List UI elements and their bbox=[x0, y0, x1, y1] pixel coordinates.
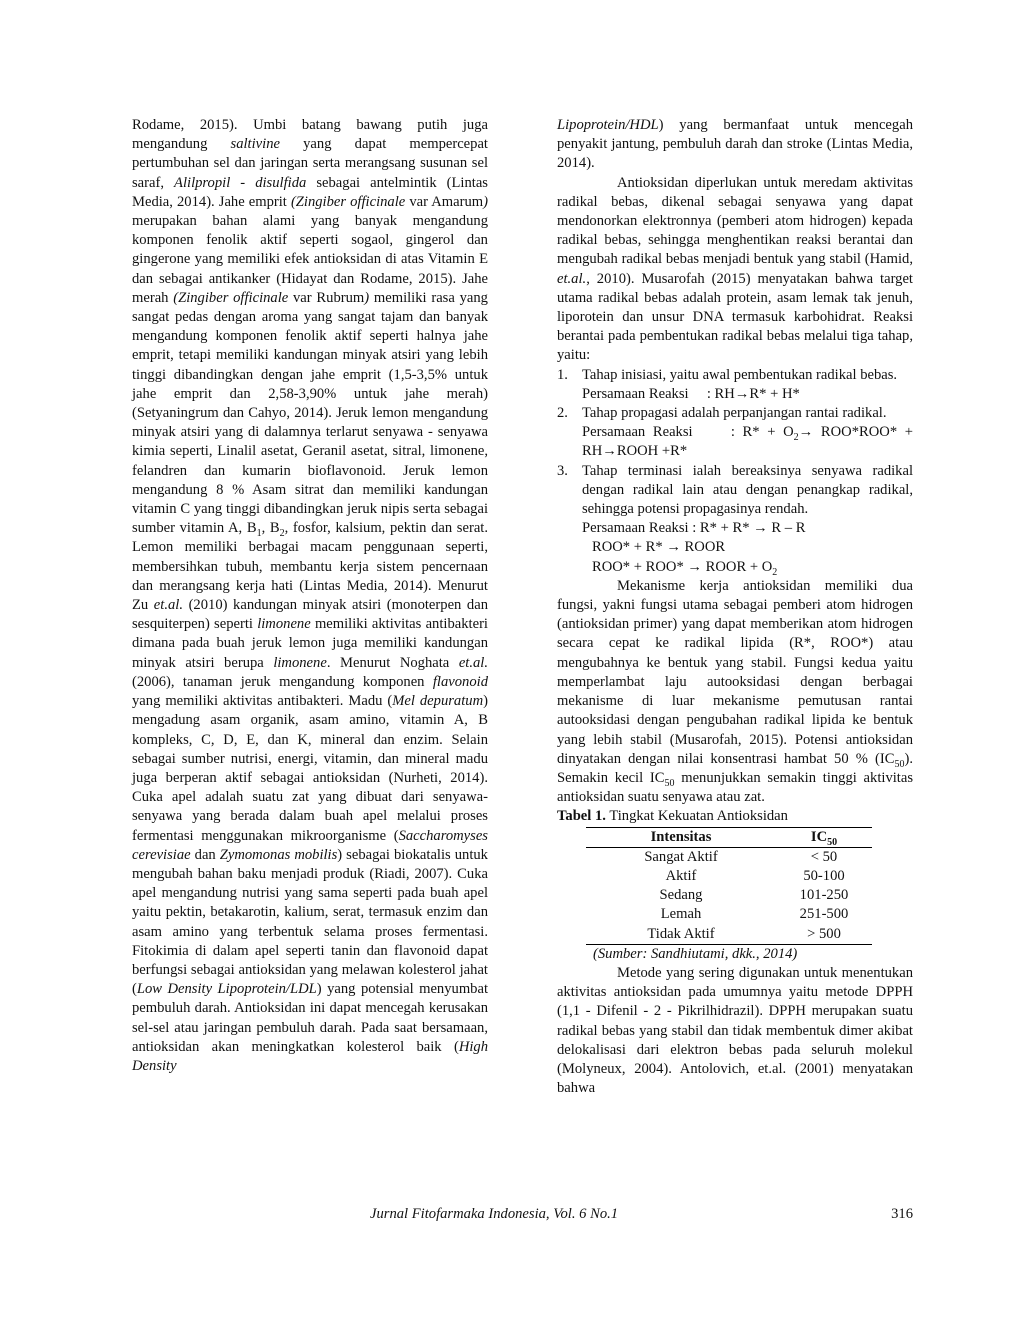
text-run: var Amarum bbox=[405, 193, 484, 210]
italic-term: et.al. bbox=[557, 270, 587, 287]
table-row bbox=[586, 905, 872, 924]
table-cell: Aktif bbox=[665, 867, 697, 884]
italic-term: ) bbox=[364, 289, 370, 306]
list-item bbox=[557, 462, 913, 577]
text-run: Rodame, 2015). Umbi batang bawang putih juga mengandung bbox=[132, 117, 488, 153]
subscript: 50 bbox=[894, 758, 905, 770]
text-run: merupakan bahan alami yang banyak mengandung komponen fenolik aktif seperti sogaol bbox=[132, 213, 488, 249]
text-run: yang memiliki aktivitas antibakteri. Madu ( bbox=[132, 693, 393, 710]
text-run: Antioksidan diperlukan untuk meredam aktivitas radikal bebas, dikenal sebagai senyawa yang dapat mendonorkan elektronnya (pemberi atom hidrogen) kepada radikal bebas, sehingga menghentikan reaksi berantai dan mengubah radikal bebas menjadi bentuk yang stabil (Hamid, bbox=[557, 174, 913, 268]
reaction-equation bbox=[582, 423, 917, 461]
antioxidant-strength-table bbox=[586, 827, 872, 945]
italic-term: High Density bbox=[132, 1038, 488, 1074]
text-run: → ROO*ROO* + RH→ROOH +R* bbox=[582, 424, 917, 460]
table-row bbox=[586, 886, 872, 905]
list-text: Tahap propagasi adalah perpanjangan rantai radikal. bbox=[582, 405, 887, 422]
subscript: 50 bbox=[827, 836, 838, 848]
reaction-equation: Persamaan Reaksi : R* + R* → R – R bbox=[582, 520, 806, 537]
text-run: ). Semakin kecil IC bbox=[557, 750, 913, 786]
list-text: Tahap terminasi ialah bereaksinya senyawa radikal dengan radikal lain atau dengan penangkap radikal, sehingga potensi propagasinya rendah. bbox=[582, 462, 913, 518]
antioxidant-paragraph bbox=[557, 174, 913, 366]
subscript: 2 bbox=[793, 432, 799, 444]
text-run: var Rubrum bbox=[288, 289, 365, 306]
table-cell: Lemah bbox=[660, 906, 702, 923]
table-caption-label: Tabel 1. bbox=[557, 808, 606, 825]
table-caption-text: Tingkat Kekuatan Antioksidan bbox=[605, 808, 788, 825]
italic-term: (Zingiber officinale bbox=[290, 193, 406, 210]
text-run: , 2010). Musarofah (2015) menyatakan bahwa target utama radikal bebas adalah protein, asam lemak tak jenuh, liporotein dan unsur DNA termasuk karbohidrat. Reaksi berantai pada pembentukan radikal bebas melalui tiga tahap, yaitu: bbox=[557, 270, 913, 364]
table-cell: 101-250 bbox=[799, 887, 849, 904]
journal-citation: Jurnal Fitofarmaka Indonesia, Vol. 6 No.1 bbox=[370, 1206, 619, 1222]
italic-term: Mel depuratum bbox=[392, 693, 484, 710]
italic-term: , bbox=[389, 232, 393, 249]
text-run: Mekanisme kerja antioksidan memiliki dua fungsi, yakni fungsi utama sebagai pemberi atom hidrogen (antioksidan primer) yang dapat memberikan atom hidrogen secara cepat ke radikal lipida (R*, ROO*) atau mengubahnya ke bentuk yang stabil. Fungsi kedua yaitu memperlambat laju autooksidasi dengan berbagai mekanisme di luar mekanisme pemutusan rantai autooksidasi dengan pengubahan radikal lipida ke bentuk yang lebih stabil (Musarofah, 2015). Potensi antioksidan dinyatakan dengan nilai konsentrasi hambat 50 % (IC bbox=[557, 577, 913, 767]
list-number: 3. bbox=[557, 462, 568, 479]
table-row bbox=[586, 925, 872, 945]
italic-term: et.al. bbox=[458, 654, 488, 671]
italic-term: Saccharomyses cerevisiae bbox=[132, 827, 488, 863]
list-item bbox=[557, 366, 913, 404]
italic-term: Lipoprotein/HDL bbox=[557, 117, 659, 133]
list-number: 2. bbox=[557, 405, 568, 422]
table-cell: Sedang bbox=[659, 887, 703, 904]
table-cell: Sangat Aktif bbox=[644, 848, 718, 865]
italic-term: Low Density Lipoprotein/LDL bbox=[136, 981, 317, 998]
list-text: Tahap inisiasi, yaitu awal pembentukan radikal bebas. bbox=[582, 366, 898, 383]
right-paragraph-continued bbox=[557, 116, 913, 174]
text-run: memiliki rasa yang sangat pedas dengan aroma yang sangat tajam dan banyak mengandung komponen fenolik aktif seperti halnya jahe emprit, tetapi memiliki kandungan minyak atsiri yang lebih tinggi dibandingkan dengan jahe emprit (1,5-3,5% untuk jahe emprit dan 2,58-3,90% untuk jahe merah) (Setyaningrum dan Cahyo, 2014). Jeruk lemon mengandung minyak atsiri yang di dalamnya terlarut senyawa - senyawa kimia seperti, Linalil asetat, Geranil asetat, sitral, limonene, felandren dan kumarin bioflavonoid. Jeruk lemon mengandung 8 % Asam sitrat dan memiliki kandungan vitamin C yang tinggi dibandingkan jeruk nipis serta sebagai sumber vitamin A, B bbox=[132, 289, 488, 537]
left-paragraph bbox=[132, 116, 488, 1076]
text-run: (2010) kandungan minyak atsiri (monoterpen dan sesquiterpen) seperti bbox=[132, 597, 488, 633]
reaction-equation bbox=[582, 558, 913, 577]
text-run: dan bbox=[190, 846, 220, 863]
italic-term: Alilpropil - disulfida bbox=[174, 174, 307, 191]
table-caption bbox=[557, 807, 913, 826]
column-header: Intensitas bbox=[586, 827, 776, 847]
text-run: yang dapat mempercepat pertumbuhan sel dan jaringan serta merangsang susunan sel saraf, bbox=[132, 136, 488, 191]
text-run: memiliki aktivitas antibakteri dimana pada buah jeruk lemon juga memiliki kandungan minyak atsiri berupa bbox=[132, 616, 488, 671]
page-number: 316 bbox=[891, 1206, 913, 1222]
subscript: 50 bbox=[664, 777, 675, 789]
italic-term: limonene bbox=[257, 616, 311, 633]
text-run: . Menurut Noghata bbox=[326, 654, 459, 671]
subscript: 1 bbox=[256, 528, 262, 540]
text-run: Persamaan Reaksi : R* + O bbox=[582, 424, 794, 441]
text-run: ROO* + ROO* → ROOR + O bbox=[592, 558, 773, 575]
table-cell: > 500 bbox=[776, 925, 872, 945]
left-column bbox=[132, 116, 488, 1076]
italic-term: (Zingiber officinale bbox=[173, 289, 289, 306]
table-header-row bbox=[586, 827, 872, 847]
method-paragraph: Metode yang sering digunakan untuk menentukan aktivitas antioksidan pada umumnya yaitu metode DPPH (1,1 - Difenil - 2 - Pikrilhidrazil). DPPH merupakan suatu radikal bebas yang stabil dan tidak membentuk dimer akibat delokalisasi dari elektron bebas pada seluruh molekul (Molyneux, 2004). Antolovich, et.al. (2001) menyatakan bahwa bbox=[557, 964, 913, 1097]
text-run: ) mengadung asam organik, asam amino, vitamin A, B kompleks, C, D, E, dan K, mineral dan enzim. Selain sebagai sumber nutrisi, energi, vitamin, dan mineral madu juga berperan aktif sebagai antioksidan (Nurheti, 2014). Cuka apel adalah suatu zat yang dibuat dari senyawa-senyawa yang berada dalam buah apel melalui proses fermentasi menggunakan mikroorganisme ( bbox=[132, 693, 488, 844]
reaction-equation: Persamaan Reaksi : RH→R* + H* bbox=[582, 385, 800, 402]
reaction-stage-list bbox=[557, 366, 917, 578]
subscript: 2 bbox=[772, 566, 778, 578]
table-row bbox=[586, 867, 872, 886]
table-source: (Sumber: Sandhiutami, dkk., 2014) bbox=[593, 945, 798, 962]
text-run: gingerol dan gingerone yang memiliki efek antioksidan di atas Vitamin E dan sebagai antikanker (Hidayat dan Rodame, 2015). Jahe merah bbox=[132, 232, 488, 306]
italic-term: et.al. bbox=[153, 597, 183, 614]
text-run: (2006), tanaman jeruk mengandung komponen bbox=[132, 673, 433, 690]
italic-term: limonene bbox=[273, 654, 327, 671]
list-item bbox=[557, 404, 917, 462]
column-header bbox=[776, 827, 872, 847]
table-cell: Tidak Aktif bbox=[586, 925, 776, 945]
table-row bbox=[586, 847, 872, 867]
list-number: 1. bbox=[557, 366, 568, 383]
text-run: sebagai antelmintik (Lintas Media, 2014). Jahe emprit bbox=[132, 174, 488, 210]
reaction-equation: ROO* + R* → ROOR bbox=[592, 539, 726, 556]
table-cell: 50-100 bbox=[803, 867, 845, 884]
italic-term: saltivine bbox=[230, 136, 280, 153]
italic-term: ) bbox=[483, 193, 488, 210]
text-run: ) sebagai biokatalis untuk mengubah bahan baku menjadi produk (Riadi, 2007). Cuka apel mengandung nutrisi yang sama seperti pada buah apel yaitu pektin, betakarotin, kalium, serat, termasuk enzim dan asam amino yang terbentuk selama proses fermentasi. Fitokimia di dalam apel seperti tanin dan flavonoid dapat berfungsi sebagai antioksidan yang melawan kolesterol jahat ( bbox=[132, 846, 488, 998]
mechanism-paragraph bbox=[557, 577, 913, 807]
text-run: , fosfor, kalsium, pektin dan serat. Lemon memiliki berbagai macam penggunaan seperti, membersihkan tubuh, membantu kerja sistem pencernaan dan merangsang kerja hati (Lintas Media, 2014). Menurut Zu bbox=[132, 520, 488, 614]
page-footer bbox=[132, 1205, 913, 1225]
right-column bbox=[557, 116, 917, 1098]
italic-term: flavonoid bbox=[432, 673, 488, 690]
text-run: menunjukkan semakin tinggi aktivitas antioksidan suatu senyawa atau zat. bbox=[557, 769, 914, 806]
table-cell: 251-500 bbox=[799, 906, 849, 923]
subscript: 2 bbox=[279, 528, 285, 540]
text-run: , B bbox=[261, 520, 280, 537]
text-run: ) yang potensial menyumbat pembuluh darah. Antioksidan ini dapat mencegah kerusakan sel-sel atau jaringan pembuluh darah. Pada saat bersamaan, antioksidan akan meningkatkan kolesterol baik ( bbox=[132, 981, 489, 1055]
italic-term: Zymomonas mobilis bbox=[219, 846, 338, 863]
table-cell: < 50 bbox=[810, 848, 838, 865]
text-run: ) yang bermanfaat untuk mencegah penyakit jantung, pembuluh darah dan stroke (Lintas Media, 2014). bbox=[557, 117, 913, 172]
text-run: IC bbox=[810, 828, 828, 845]
